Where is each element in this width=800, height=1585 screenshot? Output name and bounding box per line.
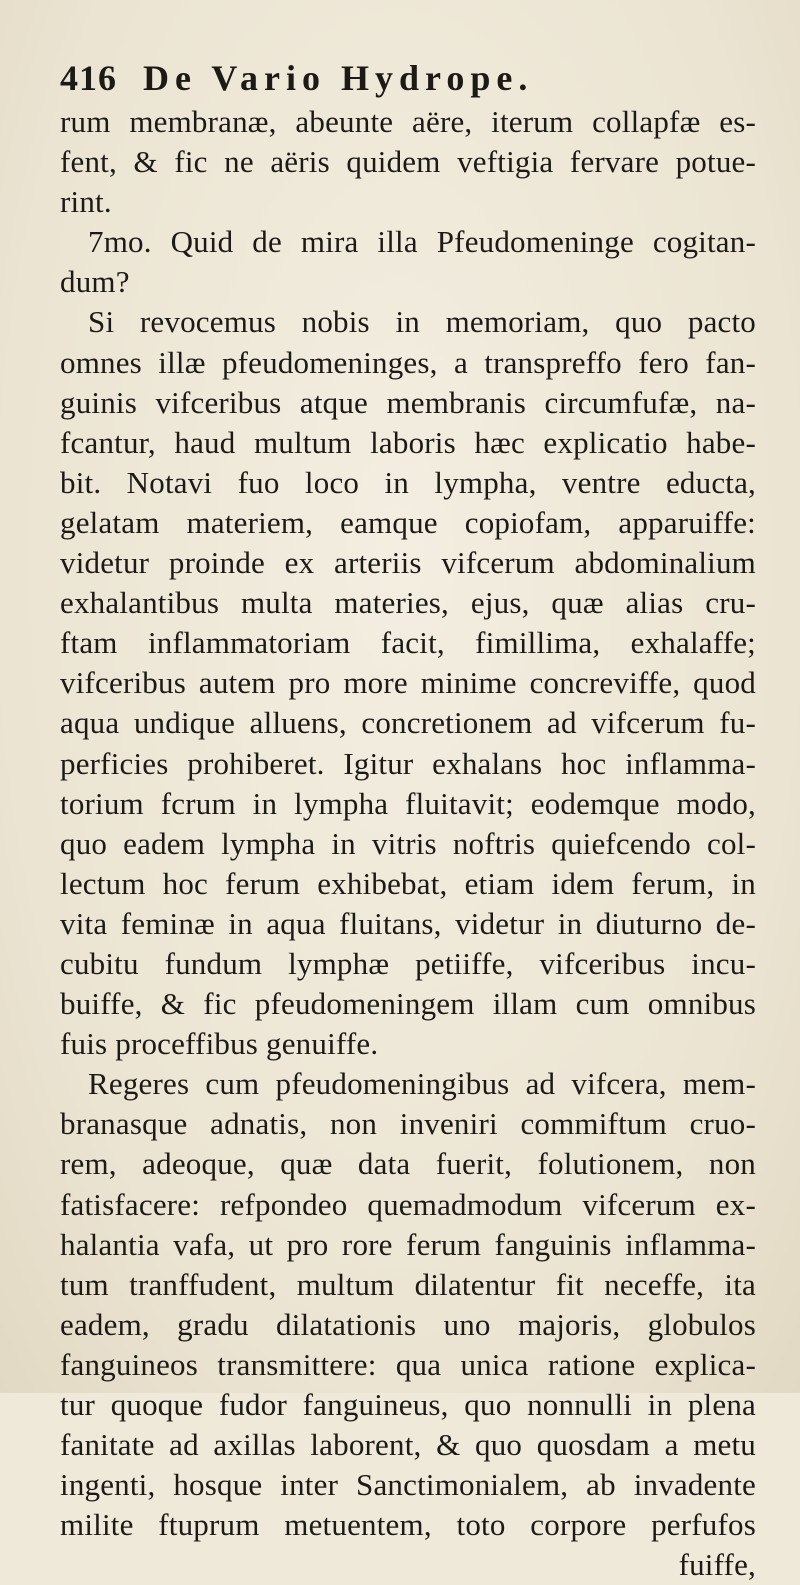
text-line: vita feminæ in aqua fluitans, videtur in diuturno de- bbox=[60, 905, 756, 941]
text-line: guinis vifceribus atque membranis circumfufæ, na- bbox=[60, 384, 756, 420]
text-line: ftam inflammatoriam facit, fimillima, exhalaffe; bbox=[60, 625, 756, 661]
text-line: milite ftuprum metuentem, toto corpore perfufos bbox=[60, 1507, 756, 1543]
text-line: Si revocemus nobis in memoriam, quo pacto bbox=[88, 304, 756, 340]
text-line: fanguineos transmittere: qua unica ratione explica- bbox=[60, 1346, 756, 1382]
text-line: tum tranffudent, multum dilatentur fit neceffe, ita bbox=[60, 1266, 756, 1302]
text-line: lectum hoc ferum exhibebat, etiam idem ferum, in bbox=[60, 865, 756, 901]
text-line: dum? bbox=[60, 264, 130, 300]
text-line: bit. Notavi fuo loco in lympha, ventre educta, bbox=[60, 464, 756, 500]
text-line: eadem, gradu dilatationis uno majoris, globulos bbox=[60, 1306, 756, 1342]
text-line: rint. bbox=[60, 184, 112, 220]
text-line: rum membranæ, abeunte aëre, iterum collapfæ es- bbox=[60, 104, 756, 139]
text-line: perficies prohiberet. Igitur exhalans hoc inflamma- bbox=[60, 745, 756, 781]
text-line: fatisfacere: refpondeo quemadmodum vifcerum ex- bbox=[60, 1186, 756, 1222]
text-line: halantia vafa, ut pro rore ferum fanguinis inflamma- bbox=[60, 1226, 756, 1262]
text-line: vifceribus autem pro more minime concreviffe, quod bbox=[60, 665, 756, 701]
text-line: exhalantibus multa materies, ejus, quæ alias cru- bbox=[60, 585, 756, 621]
text-line: fanitate ad axillas laborent, & quo quosdam a metu bbox=[60, 1427, 756, 1463]
running-title: De Vario Hydrope. bbox=[143, 58, 534, 98]
text-line: tur quoque fudor fanguineus, quo nonnulli in plena bbox=[60, 1387, 756, 1422]
text-line: Regeres cum pfeudomeningibus ad vifcera, mem- bbox=[88, 1066, 756, 1102]
text-line: buiffe, & fic pfeudomeningem illam cum omnibus bbox=[60, 986, 756, 1022]
body-text bbox=[60, 102, 756, 1585]
text-line: aqua undique alluens, concretionem ad vifcerum fu- bbox=[60, 705, 756, 741]
running-head bbox=[60, 56, 756, 100]
text-line: fuis proceffibus genuiffe. bbox=[60, 1026, 379, 1062]
catchword: fuiffe, bbox=[678, 1547, 756, 1583]
page-number: 416 bbox=[60, 58, 117, 98]
text-line: videtur proinde ex arteriis vifcerum abdominalium bbox=[60, 545, 756, 581]
text-line: omnes illæ pfeudomeninges, a transpreffo fero fan- bbox=[60, 344, 756, 380]
text-line: rem, adeoque, quæ data fuerit, folutionem, non bbox=[60, 1146, 756, 1182]
text-line: fcantur, haud multum laboris hæc explicatio habe- bbox=[60, 424, 756, 460]
text-line: fent, & fic ne aëris quidem veftigia fervare potue- bbox=[60, 144, 756, 180]
text-line: ingenti, hosque inter Sanctimonialem, ab invadente bbox=[60, 1467, 756, 1503]
text-line: quo eadem lympha in vitris noftris quiefcendo col- bbox=[60, 825, 756, 861]
text-line: gelatam materiem, eamque copiofam, apparuiffe: bbox=[60, 504, 756, 540]
text-line: torium fcrum in lympha fluitavit; eodemque modo, bbox=[60, 785, 756, 821]
text-line: branasque adnatis, non inveniri commiftum cruo- bbox=[60, 1106, 756, 1142]
text-line: cubitu fundum lymphæ petiiffe, vifceribus incu- bbox=[60, 945, 756, 981]
text-line: 7mo. Quid de mira illa Pfeudomeninge cogitan- bbox=[88, 224, 756, 260]
